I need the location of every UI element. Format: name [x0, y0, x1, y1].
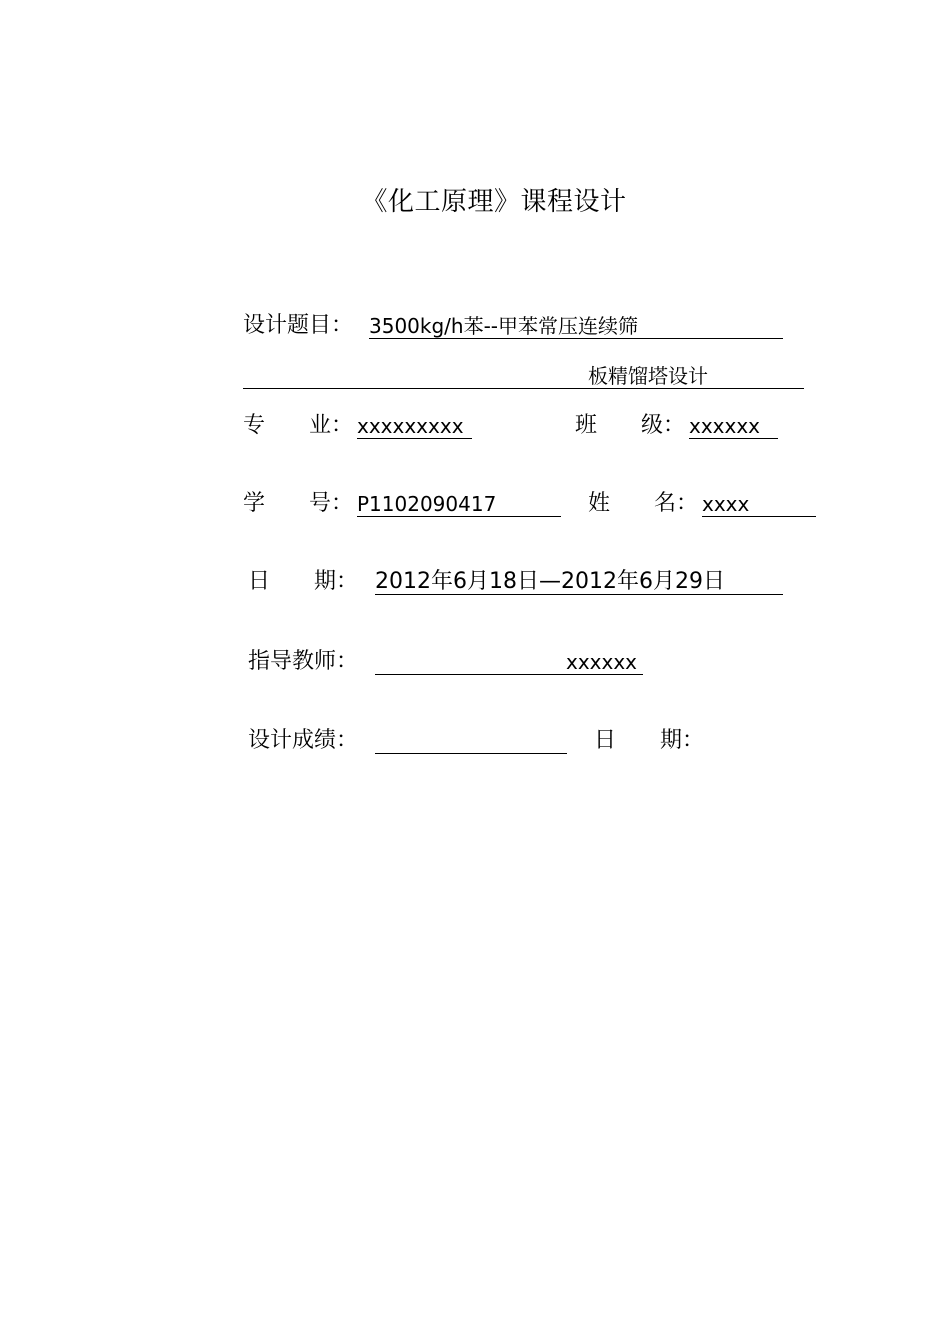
class-underline [689, 438, 778, 439]
grade-underline [375, 753, 567, 754]
student-id-value: P1102090417 [357, 492, 497, 516]
advisor-label: 指导教师： [248, 649, 359, 674]
topic-label: 设计题目： [243, 313, 354, 338]
date-value: 2012年6月18日—2012年6月29日 [375, 569, 725, 594]
major-underline [357, 438, 472, 439]
date-underline [375, 594, 783, 595]
date-label: 日 期： [248, 569, 359, 594]
topic-value-line1: 3500kg/h苯--甲苯常压连续筛 [369, 314, 639, 338]
student-id-underline [357, 516, 561, 517]
class-label: 班 级： [575, 413, 686, 438]
name-label: 姓 名： [588, 491, 699, 516]
grade-date-label: 日 期： [594, 728, 705, 753]
name-value: xxxx [702, 492, 750, 516]
major-label: 专 业： [243, 413, 354, 438]
grade-label: 设计成绩： [248, 728, 359, 753]
student-id-label: 学 号： [243, 491, 354, 516]
major-value: xxxxxxxxx [357, 414, 464, 438]
class-value: xxxxxx [689, 414, 761, 438]
name-underline [702, 516, 816, 517]
document-title: 《化工原理》课程设计 [361, 187, 627, 217]
topic-value-line2: 板精馏塔设计 [588, 364, 708, 388]
advisor-underline [375, 674, 643, 675]
advisor-value: xxxxxx [566, 650, 638, 674]
topic-underline-2 [243, 388, 804, 389]
topic-underline-1 [369, 338, 783, 339]
